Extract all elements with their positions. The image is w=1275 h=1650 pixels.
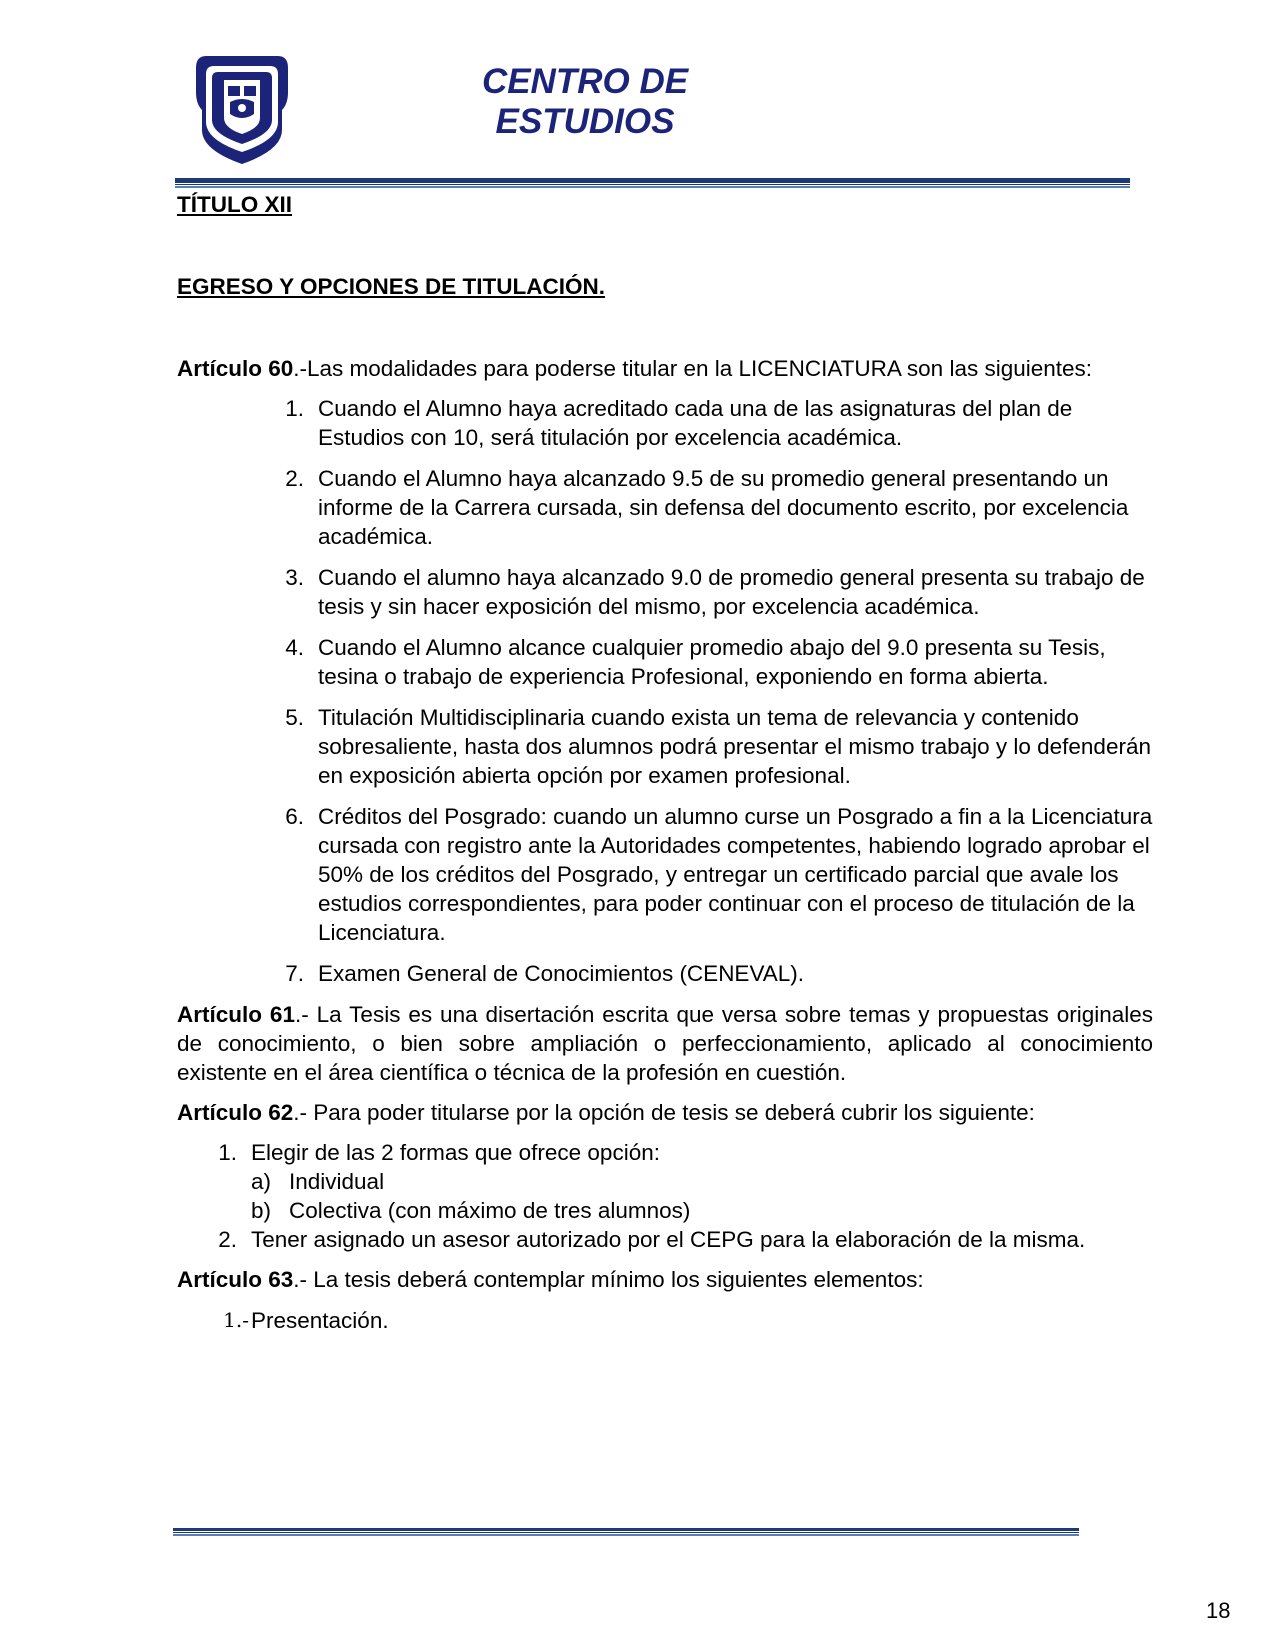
list-item bbox=[177, 464, 1153, 551]
list-subitem bbox=[177, 1196, 1153, 1225]
list-item-text: Cuando el Alumno alcance cualquier promedio abajo del 9.0 presenta su Tesis, tesina o trabajo de experiencia Profesional, exponiendo en forma abierta. bbox=[318, 635, 1106, 689]
article-62 bbox=[177, 1098, 1153, 1127]
list-item bbox=[177, 394, 1153, 452]
list-subitem-text: Colectiva (con máximo de tres alumnos) bbox=[289, 1198, 691, 1223]
header-institution-title: CENTRO DE ESTUDIOS bbox=[481, 62, 689, 141]
article-63 bbox=[177, 1265, 1153, 1294]
list-item bbox=[177, 959, 1153, 988]
article-62-list bbox=[177, 1138, 1153, 1254]
page-number: 18 bbox=[1206, 1598, 1231, 1623]
list-item bbox=[177, 1306, 1153, 1335]
list-item bbox=[177, 703, 1153, 790]
list-item-number: 2. bbox=[285, 466, 304, 491]
article-63-lead: Artículo 63 bbox=[177, 1267, 294, 1292]
list-item-number: 3. bbox=[285, 565, 304, 590]
title-heading: TÍTULO XII bbox=[177, 192, 292, 217]
list-item-text: Examen General de Conocimientos (CENEVAL). bbox=[318, 961, 805, 986]
list-item-text: Presentación. bbox=[251, 1308, 389, 1333]
list-subitem-letter: b) bbox=[251, 1198, 272, 1223]
list-item-number: 7. bbox=[285, 961, 304, 986]
header-divider bbox=[175, 178, 1130, 188]
list-item bbox=[177, 802, 1153, 947]
list-item-text: Cuando el Alumno haya acreditado cada una de las asignaturas del plan de Estudios con 10, será titulación por excelencia académica. bbox=[318, 396, 1073, 450]
article-63-text: .- La tesis deberá contemplar mínimo los siguientes elementos: bbox=[293, 1267, 924, 1292]
list-item-text: Créditos del Posgrado: cuando un alumno curse un Posgrado a fin a la Licenciatura cursada con registro ante la Autoridades competentes, habiendo logrado aprobar el 50% de los créditos del Posgrado, y entregar un certificado parcial que avale los estudios correspondientes, para poder continuar con el proceso de titulación de la Licenciatura. bbox=[318, 804, 1153, 945]
list-item-text: Titulación Multidisciplinaria cuando exista un tema de relevancia y contenido sobresaliente, hasta dos alumnos podrá presentar el mismo trabajo y lo defenderán en exposición abierta opción por examen profesional. bbox=[318, 705, 1151, 788]
list-subitem-text: Individual bbox=[289, 1169, 385, 1194]
list-item bbox=[177, 1225, 1153, 1254]
article-60-list bbox=[177, 394, 1153, 988]
article-62-text: .- Para poder titularse por la opción de tesis se deberá cubrir los siguiente: bbox=[293, 1100, 1035, 1125]
article-61 bbox=[177, 1000, 1153, 1087]
list-subitem-letter: a) bbox=[251, 1169, 272, 1194]
list-item-text: Tener asignado un asesor autorizado por el CEPG para la elaboración de la misma. bbox=[251, 1227, 1086, 1252]
article-62-lead: Artículo 62 bbox=[177, 1100, 294, 1125]
list-item-text: Elegir de las 2 formas que ofrece opción: bbox=[251, 1140, 660, 1165]
list-item bbox=[177, 1138, 1153, 1167]
institution-shield-seal-icon bbox=[192, 52, 292, 166]
list-item-number: 2. bbox=[218, 1227, 237, 1252]
list-item-text: Cuando el alumno haya alcanzado 9.0 de promedio general presenta su trabajo de tesis y sin hacer exposición del mismo, por excelencia académica. bbox=[318, 565, 1145, 619]
list-item-number: 1. bbox=[285, 396, 304, 421]
article-61-lead: Artículo 61 bbox=[177, 1002, 295, 1027]
list-item-number: 5. bbox=[285, 705, 304, 730]
footer-divider bbox=[173, 1528, 1079, 1536]
list-item-text: Cuando el Alumno haya alcanzado 9.5 de su promedio general presentando un informe de la Carrera cursada, sin defensa del documento escrito, por excelencia académica. bbox=[318, 466, 1129, 549]
document-body bbox=[177, 190, 1153, 1335]
list-subitem bbox=[177, 1167, 1153, 1196]
list-item bbox=[177, 563, 1153, 621]
section-heading: EGRESO Y OPCIONES DE TITULACIÓN. bbox=[177, 274, 605, 299]
list-item-number: 1.- bbox=[223, 1308, 249, 1332]
list-item-number: 1. bbox=[218, 1140, 237, 1165]
article-60-text: .-Las modalidades para poderse titular en la LICENCIATURA son las siguientes: bbox=[293, 356, 1093, 381]
article-60-lead: Artículo 60 bbox=[177, 356, 294, 381]
list-item-number: 6. bbox=[285, 804, 304, 829]
article-60 bbox=[177, 354, 1153, 383]
article-61-text: .- La Tesis es una disertación escrita que versa sobre temas y propuestas originales de conocimiento, o bien sobre ampliación o perfeccionamiento, aplicado al conocimiento existente en el área científica o técnica de la profesión en cuestión. bbox=[177, 1002, 1154, 1085]
list-item bbox=[177, 633, 1153, 691]
list-item-number: 4. bbox=[285, 635, 304, 660]
